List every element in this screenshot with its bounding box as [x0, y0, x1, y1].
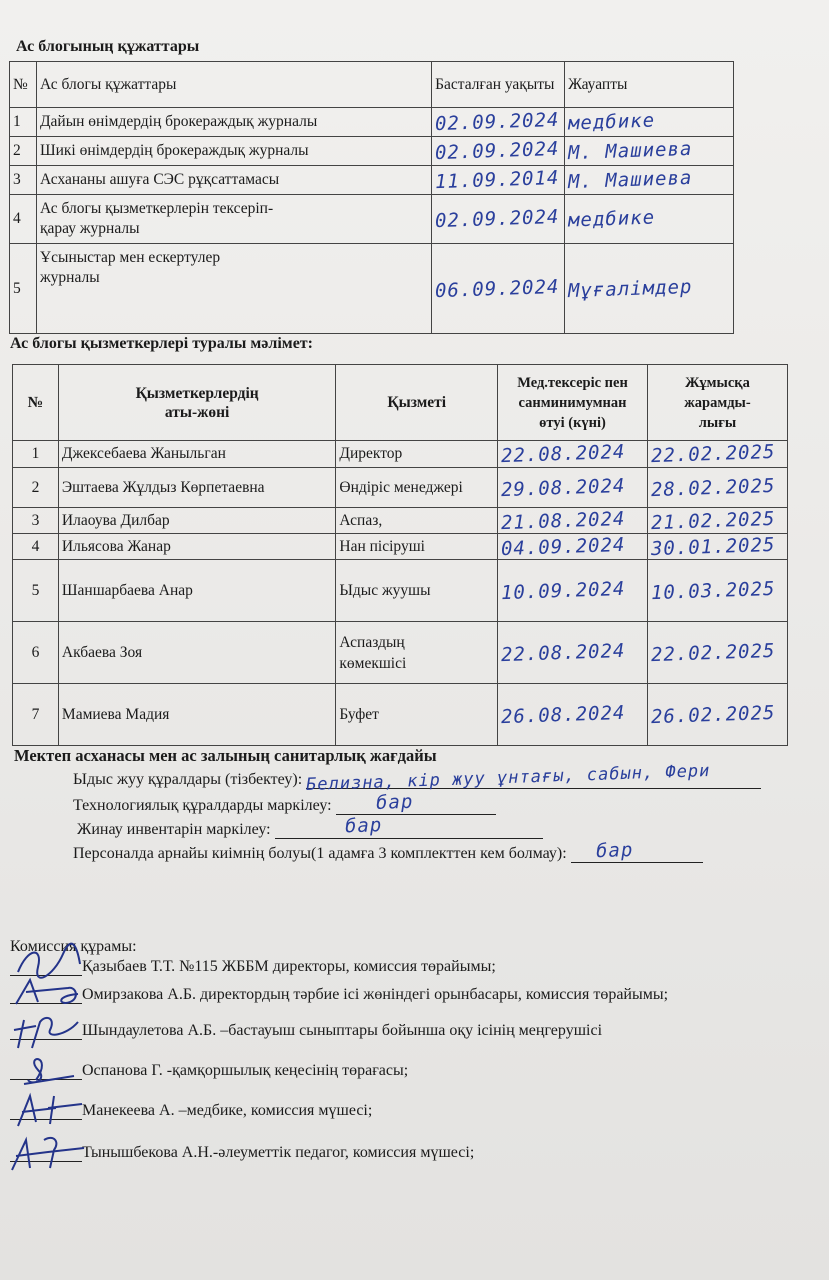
inventory-answer-line [275, 816, 543, 839]
section-title-staff: Ас блогы қызметкерлері туралы мәлімет: [10, 335, 313, 352]
marking-answer: бар [375, 790, 414, 814]
employee-position: Ыдыс жуушы [336, 560, 498, 622]
clothing-answer-line [571, 840, 703, 863]
col-header-fitness: Жұмысқа жарамды- лығы [647, 365, 787, 441]
row-number: 2 [13, 468, 59, 508]
employee-name: Илаоува Дилбар [58, 508, 335, 534]
col-header-responsible: Жауапты [565, 62, 734, 108]
employee-position: Нан пісіруші [336, 534, 498, 560]
commission-title: Комиссия құрамы: [10, 938, 137, 955]
col-header-name: Қызметкерлердің аты-жөні [58, 365, 335, 441]
row-number: 5 [13, 560, 59, 622]
row-number: 2 [10, 137, 37, 166]
detergents-answer: Белизна, кір жуу ұнтағы, сабын, Фери [305, 760, 711, 796]
member-text: Тынышбекова А.Н.-әлеуметтік педагог, комиссия мүшесі; [82, 1144, 475, 1161]
document-name: Ұсыныстар мен ескертулер журналы [36, 244, 431, 334]
row-number: 1 [10, 108, 37, 137]
fitness-date: 26.02.2025 [650, 701, 776, 728]
sanitary-line-detergents [73, 760, 761, 796]
employee-name: Эштаева Жұлдыз Көрпетаевна [58, 468, 335, 508]
sanitary-line-inventory [77, 816, 543, 839]
table-header-row [13, 365, 788, 441]
row-number: 3 [13, 508, 59, 534]
employee-name: Ильясова Жанар [58, 534, 335, 560]
medcheck-date: 21.08.2024 [500, 507, 626, 534]
section-title-sanitary: Мектеп асханасы мен ас залының санитарлық жағдайы [14, 746, 437, 765]
col-header-medcheck: Мед.тексеріс пен санминимумнан өтуі (күні) [498, 365, 648, 441]
table-row [13, 534, 788, 560]
col-header-no: № [10, 62, 37, 108]
member-text: Оспанова Г. -қамқоршылық кеңесінің төрағасы; [82, 1062, 409, 1079]
table-row [13, 441, 788, 468]
employee-name: Мамиева Мадия [58, 684, 335, 746]
table-row [13, 468, 788, 508]
signature-scribble [14, 1050, 84, 1090]
employee-name: Акбаева Зоя [58, 622, 335, 684]
table-row [13, 508, 788, 534]
staff-table [12, 364, 788, 746]
row-number: 1 [13, 441, 59, 468]
start-date: 06.09.2024 [434, 275, 560, 302]
table-row [13, 622, 788, 684]
signature-scribble [8, 972, 88, 1012]
medcheck-date: 29.08.2024 [500, 474, 626, 501]
medcheck-date: 22.08.2024 [500, 639, 626, 666]
inventory-answer: бар [344, 814, 383, 838]
fitness-date: 10.03.2025 [650, 577, 776, 604]
responsible: М. Машиева [567, 166, 693, 194]
table-row [13, 560, 788, 622]
row-number: 6 [13, 622, 59, 684]
table-header-row [10, 62, 734, 108]
col-header-no: № [13, 365, 59, 441]
responsible: медбике [567, 109, 656, 135]
row-number: 7 [13, 684, 59, 746]
table-row [13, 684, 788, 746]
start-date: 02.09.2024 [434, 108, 560, 136]
table-row [10, 195, 734, 244]
col-header-document: Ас блогы құжаттары [36, 62, 431, 108]
row-number: 4 [13, 534, 59, 560]
table-row [10, 108, 734, 137]
member-text: Шындаулетова А.Б. –бастауыш сыныптары бойынша оқу ісінің меңгерушісі [82, 1022, 603, 1039]
fitness-date: 30.01.2025 [650, 533, 776, 560]
table-row [10, 244, 734, 334]
signature-scribble [6, 1008, 86, 1054]
inventory-label: Жинау инвентарін маркілеу: [77, 821, 271, 838]
marking-label: Технологиялық құралдарды маркілеу: [73, 797, 332, 814]
start-date: 02.09.2024 [434, 137, 560, 165]
detergents-label: Ыдыс жуу құралдары (тізбектеу): [73, 771, 303, 788]
documents-table [9, 61, 734, 334]
fitness-date: 22.02.2025 [650, 639, 776, 666]
sanitary-line-marking [73, 792, 496, 815]
employee-position: Аспаз, [336, 508, 498, 534]
document-name: Дайын өнімдердің брокераждық журналы [36, 108, 431, 137]
document-name: Шикі өнімдердің брокераждық журналы [36, 137, 431, 166]
sanitary-line-clothing [73, 840, 703, 863]
signature-scribble [4, 1128, 88, 1174]
start-date: 11.09.2014 [434, 166, 560, 194]
clothing-label: Персоналда арнайы киімнің болуы(1 адамға 3 комплекттен кем болмау): [73, 845, 567, 862]
member-text: Манекеева А. –медбике, комиссия мүшесі; [82, 1102, 373, 1119]
row-number: 4 [10, 195, 37, 244]
fitness-date: 21.02.2025 [650, 507, 776, 534]
employee-name: Джексебаева Жаныльган [58, 441, 335, 468]
fitness-date: 28.02.2025 [650, 474, 776, 501]
marking-answer-line [336, 792, 496, 815]
responsible: медбике [567, 206, 656, 232]
medcheck-date: 26.08.2024 [500, 701, 626, 728]
row-number: 5 [10, 244, 37, 334]
employee-position: Директор [336, 441, 498, 468]
col-header-position: Қызметі [336, 365, 498, 441]
document-name: Асхананы ашуға СЭС рұқсаттамасы [36, 166, 431, 195]
employee-position: Аспаздың көмекшісі [336, 622, 498, 684]
responsible: М. Машиева [567, 137, 693, 165]
table-row [10, 166, 734, 195]
responsible: Мұғалімдер [567, 275, 693, 302]
signature-scribble [8, 1086, 88, 1130]
member-text: Омирзакова А.Б. директордың тәрбие ісі жөніндегі орынбасары, комиссия төрайымы; [82, 986, 669, 1003]
medcheck-date: 22.08.2024 [500, 440, 626, 468]
table-row [10, 137, 734, 166]
detergents-answer-line [305, 760, 761, 796]
medcheck-date: 04.09.2024 [500, 533, 626, 560]
employee-position: Буфет [336, 684, 498, 746]
section-title-documents: Ас блогының құжаттары [16, 38, 200, 55]
employee-position: Өндіріс менеджері [336, 468, 498, 508]
employee-name: Шаншарбаева Анар [58, 560, 335, 622]
commission-member [10, 986, 668, 1004]
document-name: Ас блогы қызметкерлерін тексеріп- қарау журналы [36, 195, 431, 244]
clothing-answer: бар [595, 838, 634, 863]
start-date: 02.09.2024 [434, 205, 560, 233]
commission-member [10, 1022, 602, 1040]
member-text: Қазыбаев Т.Т. №115 ЖББМ директоры, комиссия төрайымы; [82, 958, 496, 975]
medcheck-date: 10.09.2024 [500, 577, 626, 604]
fitness-date: 22.02.2025 [650, 440, 776, 468]
row-number: 3 [10, 166, 37, 195]
col-header-started: Басталған уақыты [432, 62, 565, 108]
